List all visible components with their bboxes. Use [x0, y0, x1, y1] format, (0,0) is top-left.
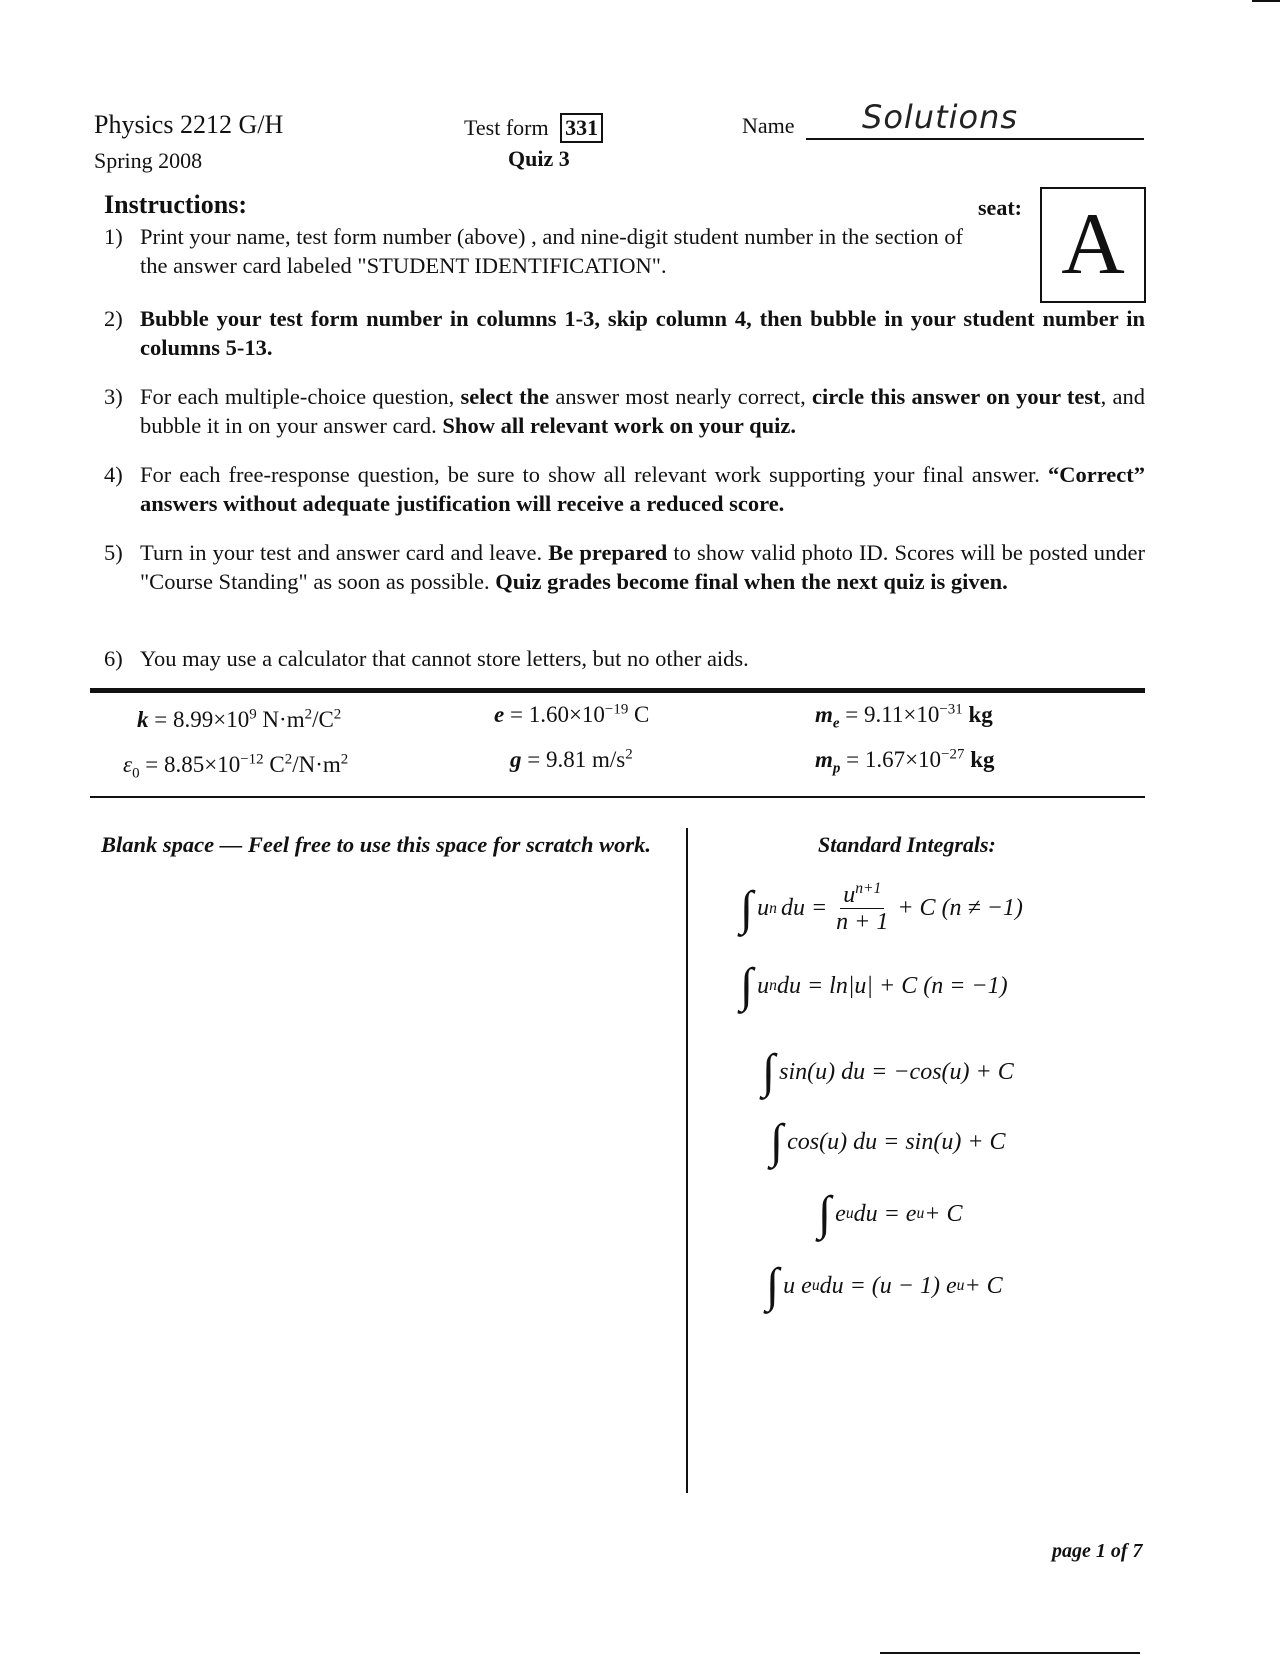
seat-box: A — [1040, 187, 1146, 303]
integral-sign-icon: ∫ — [770, 1115, 784, 1168]
integral-term: du = e — [853, 1200, 917, 1227]
instruction-part: Print your name, test form number (above) , and nine-digit student number in the section of the answer card labeled "STUDENT IDENTIFICATION". — [140, 224, 963, 278]
constant-me — [815, 701, 993, 732]
const-value: = 1.60×10 — [504, 702, 605, 727]
instruction-part: You may use a calculator that cannot store letters, but no other aids. — [140, 646, 749, 671]
quiz-label: Quiz 3 — [508, 146, 570, 171]
instruction-part: answer most nearly correct, — [549, 384, 813, 409]
const-unit: C — [263, 752, 285, 777]
integral-term: + C — [964, 1272, 1003, 1299]
const-value: = 9.81 m/s — [521, 747, 626, 772]
instruction-part: Turn in your test and answer card and leave. — [140, 540, 549, 565]
instruction-text — [140, 539, 1145, 596]
instruction-number: 3) — [104, 384, 123, 409]
integral-term: + C — [924, 1200, 963, 1227]
instruction-part: For each multiple-choice question, — [140, 384, 461, 409]
term: Spring 2008 — [94, 148, 203, 173]
integral-term: cos(u) du = sin(u) + C — [787, 1128, 1006, 1155]
instructions-title: Instructions: — [104, 190, 248, 219]
integral-term: u — [843, 882, 856, 908]
course-title: Physics 2212 G/H — [94, 110, 284, 139]
instruction-part: “Correct” answers without adequate justification will receive a reduced score. — [140, 462, 1145, 516]
integral-sin — [762, 1045, 1014, 1098]
instruction-number: 4) — [104, 462, 123, 487]
constant-g — [510, 746, 633, 774]
integral-term: du = ln|u| + C (n = −1) — [776, 972, 1008, 999]
const-exponent: −31 — [939, 701, 963, 718]
const-unit: kg — [964, 747, 995, 772]
integral-sign-icon: ∫ — [762, 1045, 776, 1098]
integral-term: + C (n ≠ −1) — [897, 895, 1023, 921]
instruction-part: select the — [460, 384, 550, 409]
integral-term: e — [835, 1200, 846, 1227]
test-form — [464, 113, 603, 143]
integral-sign-icon: ∫ — [740, 881, 754, 935]
const-symbol: e — [494, 702, 505, 727]
const-value: = 8.99×10 — [148, 707, 250, 732]
instruction-text — [140, 645, 1145, 674]
instruction-part: Bubble your test form number in columns 1-3, skip column 4, then bubble in your student number in columns 5-13. — [140, 306, 1145, 360]
instruction-part: Be prepared — [548, 540, 668, 565]
const-unit-exponent: 2 — [304, 706, 313, 723]
const-value: = 1.67×10 — [840, 747, 942, 772]
integral-exponent: n+1 — [855, 880, 882, 897]
const-exponent: −27 — [941, 746, 965, 763]
integral-term: sin(u) du = −cos(u) + C — [779, 1058, 1014, 1085]
column-divider — [686, 828, 688, 1493]
integral-fraction — [833, 882, 891, 935]
instruction-4 — [104, 461, 1149, 521]
integral-uexp: ∫ u e u du = (u − 1) e u + C — [766, 1259, 1003, 1312]
constant-epsilon — [123, 751, 349, 782]
const-exponent: −19 — [604, 701, 629, 718]
test-form-label: Test form — [464, 115, 549, 140]
const-symbol: m — [815, 702, 833, 727]
const-exponent: −12 — [240, 751, 264, 768]
constant-e — [494, 701, 649, 729]
const-symbol: m — [815, 747, 833, 772]
integral-term: u — [757, 895, 770, 921]
integral-cos — [770, 1115, 1006, 1168]
corner-mark-bottom — [880, 1652, 1140, 1654]
instruction-part: For each free-response question, be sure to show all relevant work supporting your final answer. — [140, 462, 1048, 487]
instruction-text — [140, 223, 990, 280]
integral-sign-icon: ∫ — [818, 1187, 832, 1240]
integral-log: ∫ u n du = ln|u| + C (n = −1) — [740, 959, 1008, 1012]
name-value: Solutions — [862, 98, 1019, 136]
const-unit: /C — [312, 707, 334, 732]
const-value: = 9.11×10 — [839, 702, 940, 727]
instruction-part: , and bubble it in on your answer card. — [140, 384, 1145, 438]
instruction-number: 6) — [104, 646, 123, 671]
instruction-part: Show all relevant work on your quiz. — [442, 412, 797, 438]
instruction-text — [140, 461, 1145, 518]
instruction-number: 1) — [104, 224, 123, 249]
const-symbol: g — [510, 747, 522, 772]
instruction-2 — [104, 305, 1149, 365]
blank-space-note: Blank space — Feel free to use this space for scratch work. — [101, 832, 651, 857]
constants-top-rule — [90, 688, 1145, 693]
fraction-denominator: n + 1 — [836, 909, 889, 935]
integral-term: du = — [780, 895, 828, 921]
constant-mp — [815, 746, 995, 777]
integral-exp: ∫ e u du = e u + C — [818, 1187, 963, 1240]
name-line — [806, 138, 1144, 140]
const-unit: kg — [962, 702, 993, 727]
integral-term: u — [757, 972, 770, 999]
instruction-text — [140, 383, 1145, 440]
instruction-number: 2) — [104, 306, 123, 331]
instruction-text — [140, 305, 1145, 362]
instruction-5 — [104, 539, 1149, 629]
const-subscript: e — [832, 715, 840, 732]
instruction-number: 5) — [104, 540, 123, 565]
name-label: Name — [742, 113, 795, 138]
const-unit-exponent: 2 — [333, 706, 342, 723]
page-number: page 1 of 7 — [1052, 1540, 1143, 1562]
instruction-1 — [104, 223, 1149, 283]
integral-sign-icon: ∫ — [766, 1259, 780, 1312]
integral-term: du = (u − 1) e — [819, 1272, 957, 1299]
const-subscript: 0 — [132, 765, 140, 782]
instruction-part: circle this answer on your test — [812, 384, 1101, 409]
instruction-part: to show valid photo ID. Scores will be posted under "Course Standing" as soon as possible. — [140, 540, 1146, 594]
const-value: = 8.85×10 — [139, 752, 241, 777]
const-subscript: p — [832, 760, 841, 777]
const-exponent: 2 — [625, 746, 633, 763]
constant-k — [137, 706, 341, 734]
const-unit: /N·m — [292, 752, 341, 777]
const-unit: N·m — [256, 707, 305, 732]
const-unit: C — [628, 702, 650, 727]
test-form-number: 331 — [560, 113, 603, 143]
const-unit-exponent: 2 — [284, 751, 293, 768]
instruction-3 — [104, 383, 1149, 443]
const-symbol: k — [137, 707, 149, 732]
seat-label: seat: — [978, 195, 1022, 220]
corner-mark-top — [1252, 0, 1280, 2]
fraction-numerator — [840, 882, 884, 909]
instruction-6 — [104, 645, 1149, 677]
integral-term: u e — [783, 1272, 812, 1299]
constants-bottom-rule — [90, 796, 1145, 798]
const-exponent: 9 — [249, 706, 257, 723]
const-unit-exponent: 2 — [340, 751, 349, 768]
const-symbol: ε — [123, 752, 133, 777]
integrals-title: Standard Integrals: — [818, 832, 996, 857]
integral-power: ∫ u n du = $\frac{u^{n+1}}{n + 1}$ + C (n ≠ −1) — [740, 880, 1023, 935]
integral-sign-icon: ∫ — [740, 959, 754, 1012]
instruction-part: Quiz grades become final when the next quiz is given. — [495, 568, 1008, 594]
